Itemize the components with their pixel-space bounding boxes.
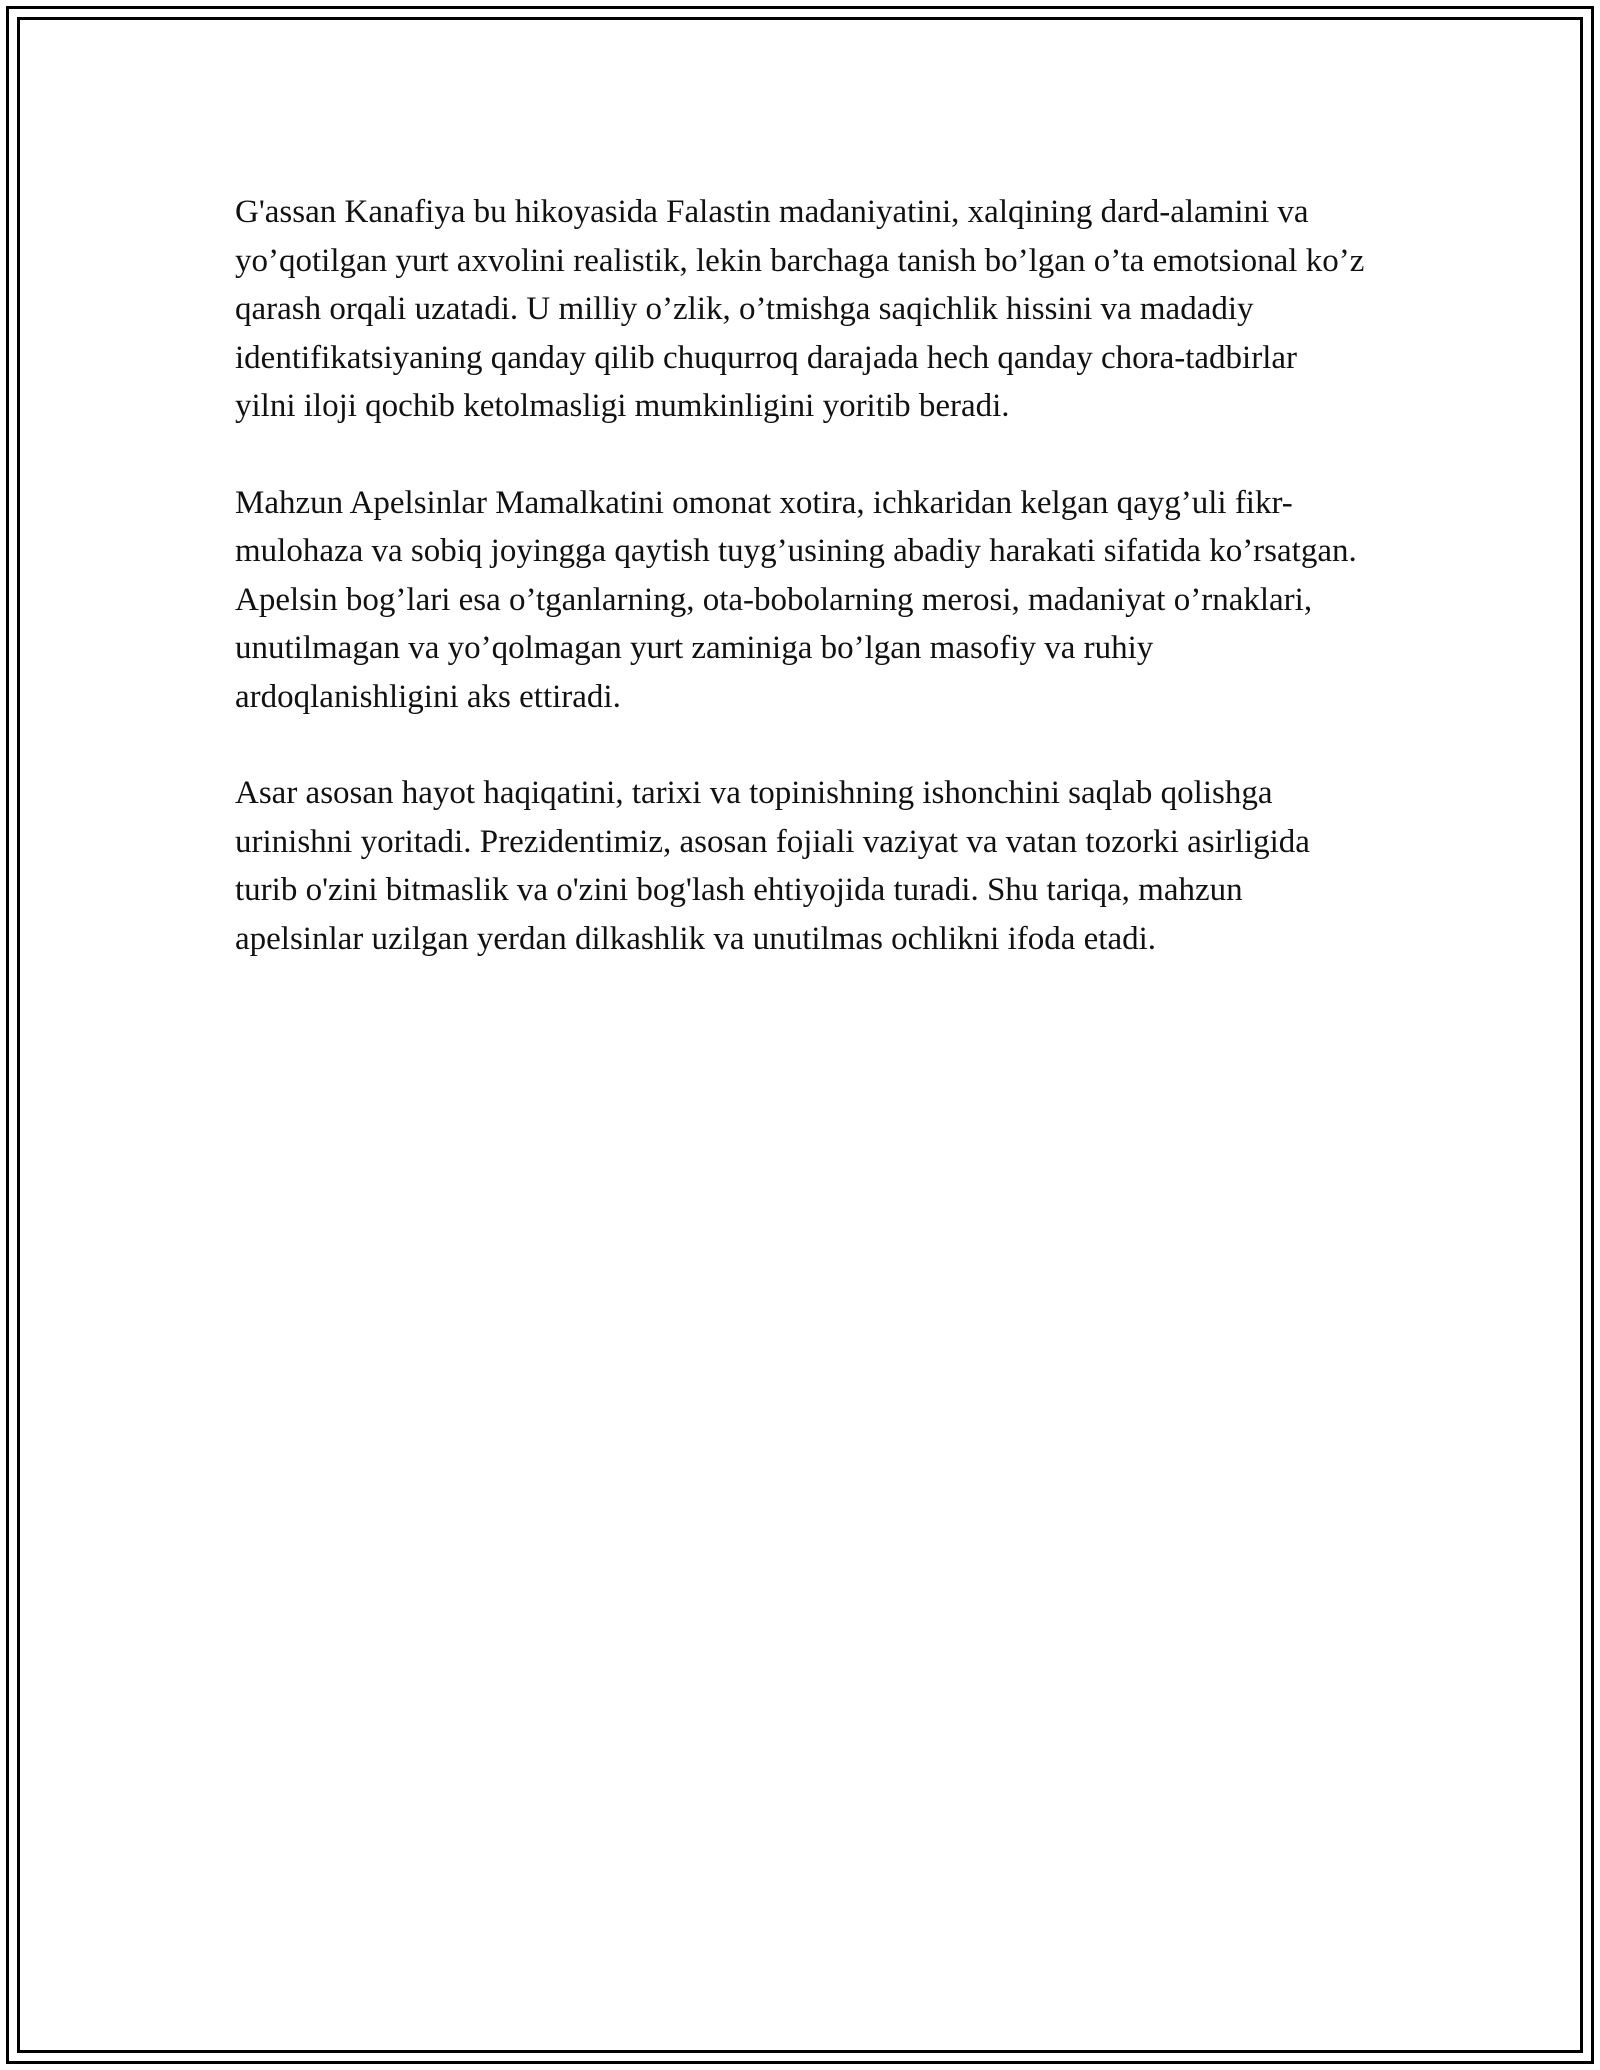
paragraph-1: G'assan Kanafiya bu hikoyasida Falastin madaniyatini, xalqining dard-alamini va yo’qotilgan yurt axvolini realistik, lekin barchaga tanish bo’lgan o’ta emotsional ko’z qarash orqali uzatadi. U milliy o’zlik, o’tmishga saqichlik hissini va madadiy identifikatsiyaning qanday qilib chuqurroq darajada hech qanday chora-tadbirlar yilni iloji qochib ketolmasligi mumkinligini yoritib beradi. xyxy=(235,194,1365,424)
document-body xyxy=(235,188,1365,1011)
paragraph-3: Asar asosan hayot haqiqatini, tarixi va topinishning ishonchini saqlab qolishga urinishni yoritadi. Prezidentimiz, asosan fojiali vaziyat va vatan tozorki asirligida turib o'zini bitmaslik va o'zini bog'lash ehtiyojida turadi. Shu tariqa, mahzun apelsinlar uzilgan yerdan dilkashlik va unutilmas ochlikni ifoda etadi. xyxy=(235,775,1310,957)
paragraph-2: Mahzun Apelsinlar Mamalkatini omonat xotira, ichkaridan kelgan qayg’uli fikr-mulohaza va sobiq joyingga qaytish tuyg’usining abadiy harakati sifatida ko’rsatgan. Apelsin bog’lari esa o’tganlarning, ota-bobolarning merosi, madaniyat o’rnaklari, unutilmagan va yo’qolmagan yurt zaminiga bo’lgan masofiy va ruhiy ardoqlanishligini aks ettiradi. xyxy=(235,484,1357,715)
